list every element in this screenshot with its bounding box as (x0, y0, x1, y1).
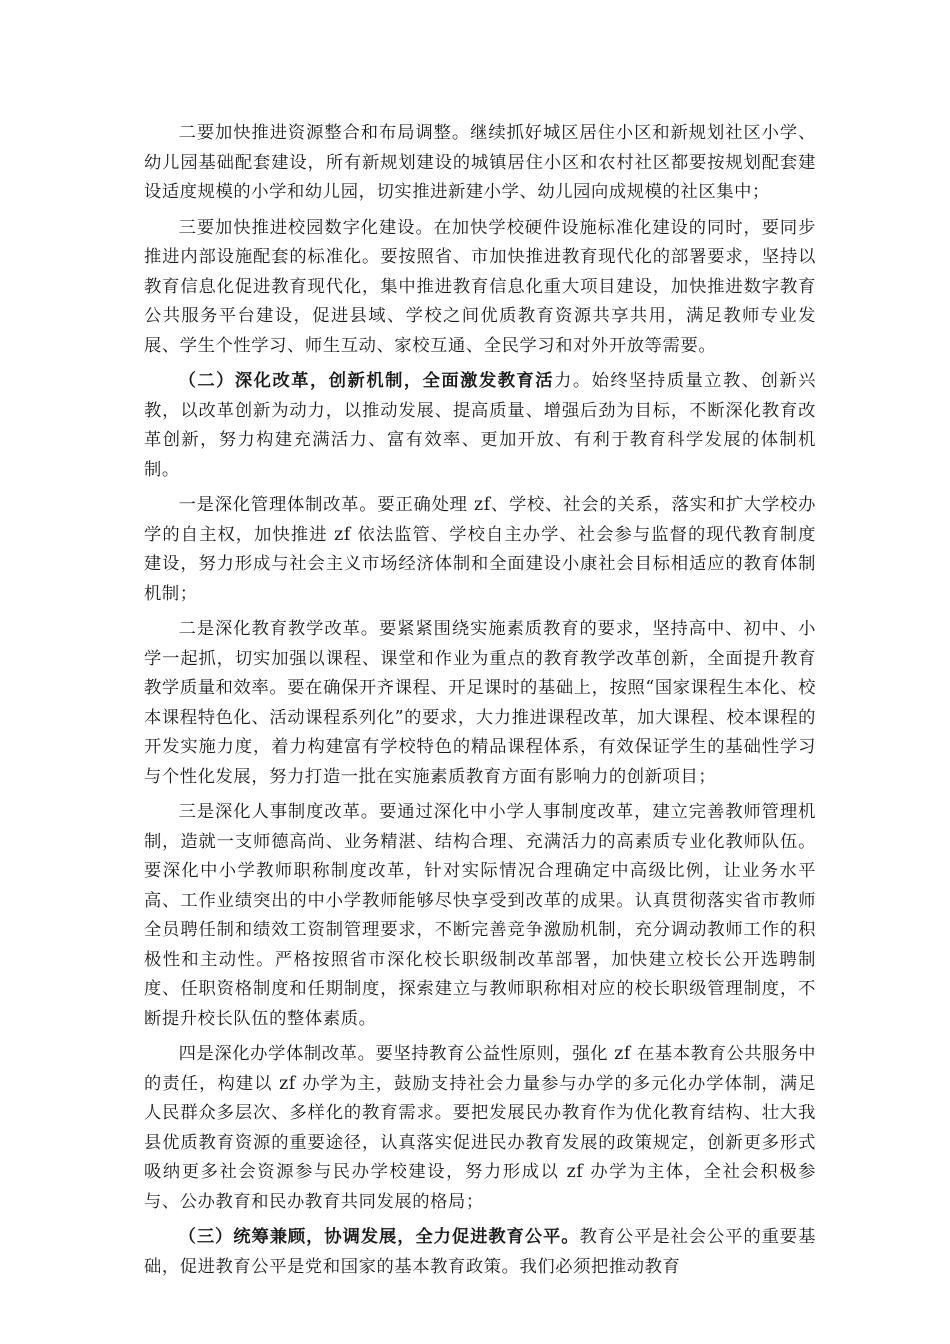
document-body (144, 119, 816, 1288)
paragraph-text: 教育公平是社会公平的重要基础，促进教育公平是党和国家的基本教育政策。我们必须把推动教育 (144, 1227, 817, 1277)
paragraph-text: 三要加快推进校园数字化建设。在加快学校硬件设施标准化建设的同时，要同步推进内部设施配套的标准化。要按照省、市加快推进教育现代化的部署要求，坚持以教育信息化促进教育现代化，集中推进教育信息化重大项目建设，加快推进数字教育公共服务平台建设，促进县域、学校之间优质教育资源共享共用，满足教师专业发展、学生个性学习、师生互动、家校互通、全民学习和对外开放等需要。 (144, 217, 816, 356)
paragraph-text: 二是深化教育教学改革。要紧紧围绕实施素质教育的要求，坚持高中、初中、小学一起抓，切实加强以课程、课堂和作业为重点的教育教学改革创新，全面提升教育教学质量和效率。要在确保开齐课程、开足课时的基础上，按照“国家课程生本化、校本课程特色化、活动课程系列化”的要求，大力推进课程改革，加大课程、校本课程的开发实施力度，着力构建富有学校特色的精品课程体系，有效保证学生的基础性学习与个性化发展，努力打造一批在实施素质教育方面有影响力的创新项目； (144, 619, 816, 787)
section-heading: （三）统筹兼顾，协调发展，全力促进教育公平。 (178, 1227, 580, 1247)
paragraph-personnel-reform (144, 798, 816, 1034)
paragraph-management-reform (144, 491, 816, 609)
paragraph-text: 三是深化人事制度改革。要通过深化中小学人事制度改革，建立完善教师管理机制，造就一支师德高尚、业务精湛、结构合理、充满活力的高素质专业化教师队伍。要深化中小学教师职称制度改革，针对实际情况合理确定中高级比例，让业务水平高、工作业绩突出的中小学教师能够尽快享受到改革的成果。认真贯彻落实省市教师全员聘任制和绩效工资制管理要求，不断完善竞争激励机制，充分调动教师工作的积极性和主动性。严格按照省市深化校长职级制改革部署，加快建立校长公开选聘制度、任职资格制度和任期制度，探索建立与教师职称相对应的校长职级管理制度，不断提升校长队伍的整体素质。 (144, 802, 816, 1029)
paragraph-teaching-reform (144, 615, 816, 792)
paragraph-resource-integration (144, 119, 816, 208)
paragraph-section-two (144, 367, 816, 485)
paragraph-text: 四是深化办学体制改革。要坚持教育公益性原则，强化 zf 在基本教育公共服务中的责任，构建以 zf 办学为主，鼓励支持社会力量参与办学的多元化办学体制，满足人民群众多层次、多样化的教育需求。要把发展民办教育作为优化教育结构、壮大我县优质教育资源的重要途径，认真落实促进民办教育发展的政策规定，创新更多形式吸纳更多社会资源参与民办学校建设，努力形成以 zf 办学为主体，全社会积极参与、公办教育和民办教育共同发展的格局； (144, 1044, 816, 1212)
paragraph-digital-campus (144, 214, 816, 362)
paragraph-section-three (144, 1223, 816, 1282)
paragraph-text: 二要加快推进资源整合和布局调整。继续抓好城区居住小区和新规划社区小学、幼儿园基础配套建设，所有新规划建设的城镇居住小区和农村社区都要按规划配套建设适度规模的小学和幼儿园，切实推进新建小学、幼儿园向成规模的社区集中； (144, 123, 816, 202)
paragraph-text: 一是深化管理体制改革。要正确处理 zf、学校、社会的关系，落实和扩大学校办学的自主权，加快推进 zf 依法监管、学校自主办学、社会参与监督的现代教育制度建设，努力形成与社会主义市场经济体制和全面建设小康社会目标相适应的教育体制机制； (144, 495, 816, 604)
paragraph-school-system-reform (144, 1040, 816, 1217)
paragraph-text: 力。始终坚持质量立教、创新兴教，以改革创新为动力，以推动发展、提高质量、增强后劲为目标，不断深化教育改革创新，努力构建充满活力、富有效率、更加开放、有利于教育科学发展的体制机制。 (144, 371, 816, 480)
section-heading: （二）深化改革，创新机制，全面激发教育活 (178, 371, 555, 391)
